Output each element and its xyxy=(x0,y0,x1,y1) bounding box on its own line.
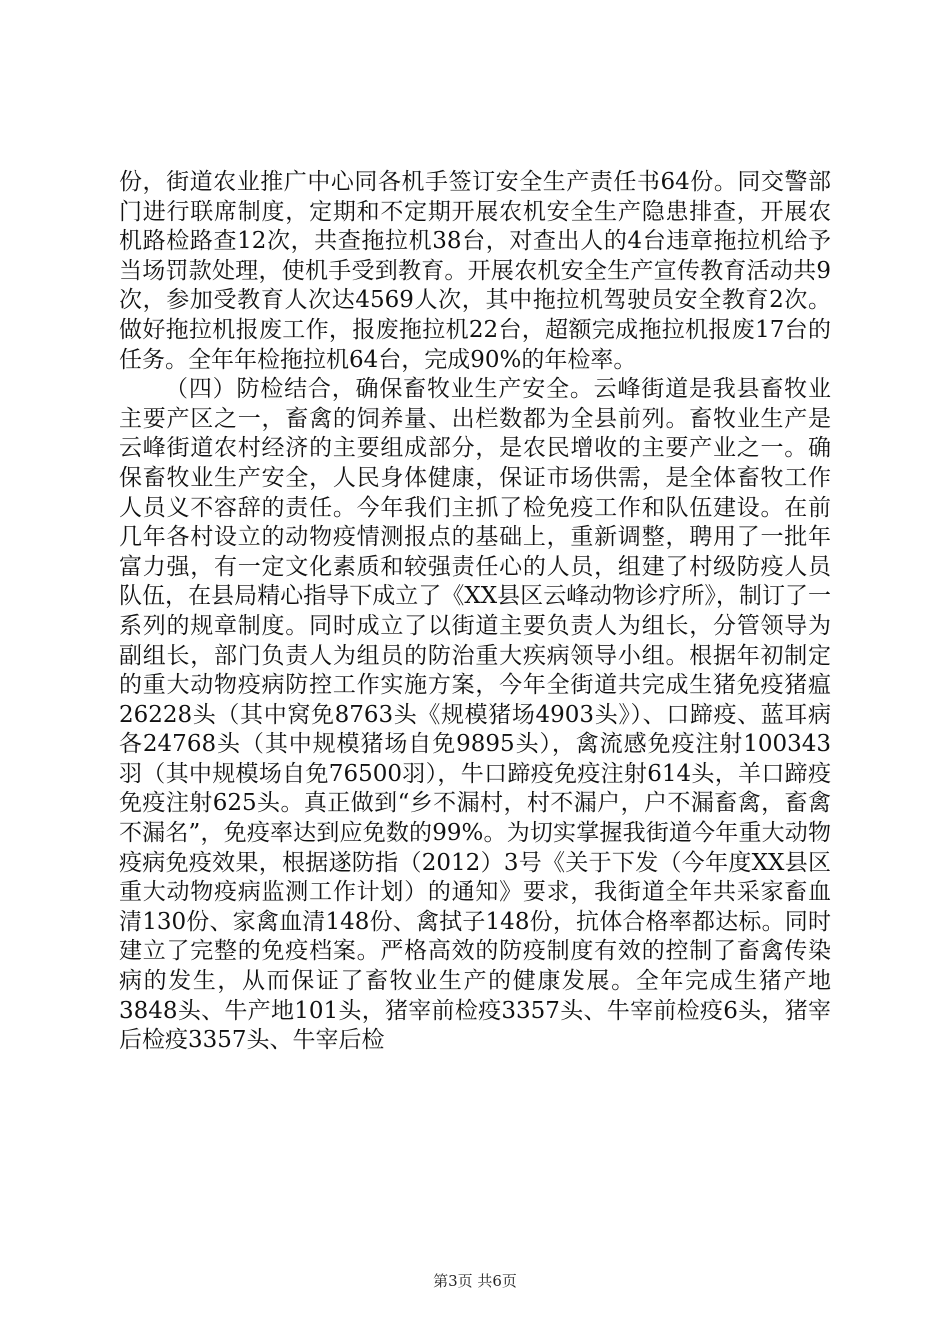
page-footer: 第3页 共6页 xyxy=(433,1272,517,1290)
paragraph-tractor-safety: 份，街道农业推广中心同各机手签订安全生产责任书64份。同交警部门进行联席制度，定期和不定期开展农机安全生产隐患排查，开展农机路检路查12次，共查拖拉机38台，对查出人的4台违章拖拉机给予当场罚款处理，使机手受到教育。开展农机安全生产宣传教育活动共9次，参加受教育人次达4569人次，其中拖拉机驾驶员安全教育2次。做好拖拉机报废工作，报废拖拉机22台，超额完成拖拉机报废17台的任务。全年年检拖拉机64台，完成90%的年检率。 xyxy=(119,169,831,373)
document-body xyxy=(119,168,831,1056)
paragraph-livestock-safety: （四）防检结合，确保畜牧业生产安全。云峰街道是我县畜牧业主要产区之一，畜禽的饲养量、出栏数都为全县前列。畜牧业生产是云峰街道农村经济的主要组成部分，是农民增收的主要产业之一。确保畜牧业生产安全，人民身体健康，保证市场供需，是全体畜牧工作人员义不容辞的责任。今年我们主抓了检免疫工作和队伍建设。在前几年各村设立的动物疫情测报点的基础上，重新调整，聘用了一批年富力强，有一定文化素质和较强责任心的人员，组建了村级防疫人员队伍，在县局精心指导下成立了《XX县区云峰动物诊疗所》，制订了一系列的规章制度。同时成立了以街道主要负责人为组长，分管领导为副组长，部门负责人为组员的防治重大疾病领导小组。根据年初制定的重大动物疫病防控工作实施方案，今年全街道共完成生猪免疫猪瘟26228头（其中窝免8763头《规模猪场4903头》）、口蹄疫、蓝耳病各24768头（其中规模猪场自免9895头），禽流感免疫注射100343羽（其中规模场自免76500羽），牛口蹄疫免疫注射614头，羊口蹄疫免疫注射625头。真正做到“乡不漏村，村不漏户，户不漏畜禽，畜禽不漏名”，免疫率达到应免数的99%。为切实掌握我街道今年重大动物疫病免疫效果，根据遂防指（2012）3号《关于下发（今年度XX县区重大动物疫病监测工作计划）的通知》要求，我街道全年共采家畜血清130份、家禽血清148份、禽拭子148份，抗体合格率都达标。同时建立了完整的免疫档案。严格高效的防疫制度有效的控制了畜禽传染病的发生，从而保证了畜牧业生产的健康发展。全年完成生猪产地3848头、牛产地101头，猪宰前检疫3357头、牛宰前检疫6头，猪宰后检疫3357头、牛宰后检 xyxy=(119,376,831,1054)
